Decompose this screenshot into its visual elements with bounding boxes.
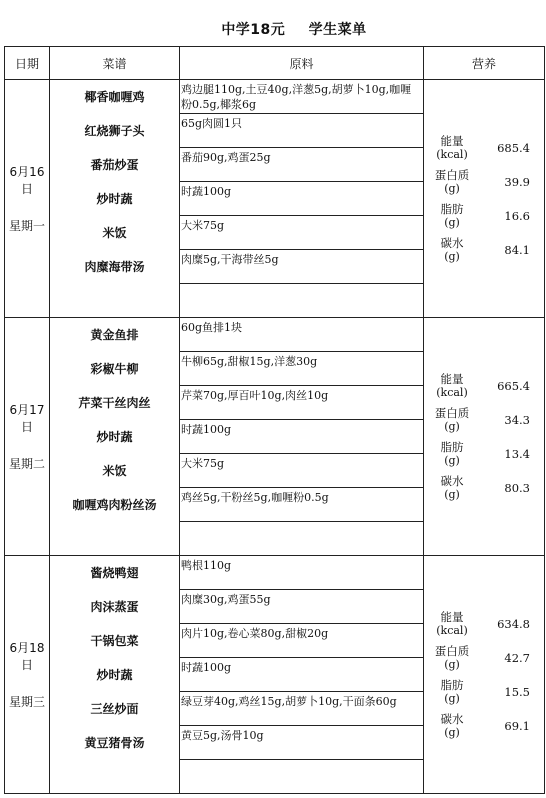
material-cell: 时蔬100g [180,182,424,216]
nutrition-row-energy [424,607,544,641]
nutrition-unit: (kcal) [436,385,468,399]
material-cell: 番茄90g,鸡蛋25g [180,148,424,182]
material-cell [180,760,424,794]
dish-cell: 肉糜海带汤 [50,250,180,284]
nutrition-unit: (g) [444,215,460,229]
nutrition-unit: (kcal) [436,623,468,637]
nutrition-unit: (g) [444,725,460,739]
dish-cell: 酱烧鸭翅 [50,556,180,590]
weekday-label: 星期二 [8,457,45,471]
nutrition-label-protein [424,168,480,196]
nutrition-unit: (kcal) [436,147,468,161]
dish-cell: 炒时蔬 [50,420,180,454]
nutrition-unit: (g) [444,453,460,467]
nutrition-label-carb [424,236,480,264]
material-cell: 大米75g [180,216,424,250]
nutrition-name: 碳水 [440,473,464,488]
nutrition-value-energy: 665.4 [497,378,530,393]
nutrition-value-energy: 634.8 [497,616,530,631]
dish-cell: 芹菜干丝肉丝 [50,386,180,420]
nutrition-name: 蛋白质 [434,405,470,420]
nutrition-value-fat: 13.4 [504,446,530,461]
nutrition-row-energy [424,369,544,403]
nutrition-label-energy [424,372,480,400]
nutrition-row-protein [424,403,544,437]
nutrition-row-fat [424,199,544,233]
material-cell: 大米75g [180,454,424,488]
nutrition-unit: (g) [444,181,460,195]
nutrition-value-protein: 42.7 [504,650,530,665]
dish-cell: 干锅包菜 [50,624,180,658]
nutrition-name: 碳水 [440,235,464,250]
nutrition-label-fat [424,202,480,230]
date-cell [5,80,50,318]
nutrition-row-fat [424,675,544,709]
material-cell: 黄豆5g,汤骨10g [180,726,424,760]
material-cell: 65g肉圆1只 [180,114,424,148]
nutrition-value-fat: 15.5 [504,684,530,699]
nutrition-value-fat: 16.6 [504,208,530,223]
material-cell: 肉糜5g,干海带丝5g [180,250,424,284]
dish-cell: 椰香咖喱鸡 [50,80,180,114]
dish-cell: 三丝炒面 [50,692,180,726]
material-cell [180,284,424,318]
weekday-label: 星期一 [8,219,45,233]
nutrition-label-protein [424,644,480,672]
nutrition-name: 能量 [440,133,464,148]
nutrition-label-carb [424,474,480,502]
dish-cell [50,522,180,556]
nutrition-cell [424,318,545,556]
nutrition-label-fat [424,440,480,468]
nutrition-row-protein [424,641,544,675]
nutrition-unit: (g) [444,419,460,433]
material-cell: 时蔬100g [180,420,424,454]
material-cell: 时蔬100g [180,658,424,692]
weekday-label: 星期三 [8,695,45,709]
material-cell: 牛柳65g,甜椒15g,洋葱30g [180,352,424,386]
nutrition-value-protein: 34.3 [504,412,530,427]
material-cell: 肉片10g,卷心菜80g,甜椒20g [180,624,424,658]
nutrition-value-carb: 69.1 [504,718,530,733]
dish-cell: 米饭 [50,216,180,250]
header-nutrition: 营养 [424,47,545,80]
nutrition-name: 蛋白质 [434,167,470,182]
nutrition-value-protein: 39.9 [504,174,530,189]
nutrition-cell [424,80,545,318]
dish-cell: 炒时蔬 [50,182,180,216]
nutrition-label-fat [424,678,480,706]
material-cell: 鸡边腿110g,土豆40g,洋葱5g,胡萝卜10g,咖喱粉0.5g,椰浆6g [180,80,424,114]
material-cell [180,522,424,556]
header-row [5,47,545,80]
nutrition-row-protein [424,165,544,199]
nutrition-cell [424,556,545,794]
nutrition-value-carb: 84.1 [504,242,530,257]
dish-cell: 黄金鱼排 [50,318,180,352]
date-label: 6月18日 [9,641,45,672]
nutrition-label-protein [424,406,480,434]
table-row [5,80,545,114]
nutrition-name: 碳水 [440,711,464,726]
nutrition-row-carb [424,471,544,505]
dish-cell: 彩椒牛柳 [50,352,180,386]
dish-cell [50,760,180,794]
date-cell [5,556,50,794]
material-cell: 绿豆芽40g,鸡丝15g,胡萝卜10g,干面条60g [180,692,424,726]
nutrition-row-fat [424,437,544,471]
date-cell [5,318,50,556]
dish-cell: 炒时蔬 [50,658,180,692]
nutrition-unit: (g) [444,487,460,501]
nutrition-label-carb [424,712,480,740]
nutrition-row-carb [424,233,544,267]
menu-body [5,80,545,794]
material-cell: 鸡丝5g,干粉丝5g,咖喱粉0.5g [180,488,424,522]
nutrition-row-carb [424,709,544,743]
dish-cell: 咖喱鸡肉粉丝汤 [50,488,180,522]
material-cell: 芹菜70g,厚百叶10g,肉丝10g [180,386,424,420]
header-dish: 菜谱 [50,47,180,80]
menu-title [0,19,546,39]
nutrition-name: 脂肪 [440,201,464,216]
dish-cell: 肉沫蒸蛋 [50,590,180,624]
nutrition-name: 蛋白质 [434,643,470,658]
nutrition-name: 能量 [440,371,464,386]
material-cell: 60g鱼排1块 [180,318,424,352]
nutrition-name: 脂肪 [440,677,464,692]
nutrition-value-carb: 80.3 [504,480,530,495]
dish-cell: 番茄炒蛋 [50,148,180,182]
dish-cell: 黄豆猪骨汤 [50,726,180,760]
dish-cell: 米饭 [50,454,180,488]
menu-title-sub: 学生菜单 [308,22,367,38]
menu-table [4,46,545,794]
nutrition-row-energy [424,131,544,165]
nutrition-unit: (g) [444,657,460,671]
nutrition-unit: (g) [444,249,460,263]
header-date: 日期 [5,47,50,80]
menu-title-main: 中学18元 [221,22,286,38]
table-row [5,556,545,590]
nutrition-label-energy [424,610,480,638]
nutrition-name: 脂肪 [440,439,464,454]
date-label: 6月16日 [9,165,45,196]
dish-cell [50,284,180,318]
nutrition-unit: (g) [444,691,460,705]
nutrition-value-energy: 685.4 [497,140,530,155]
material-cell: 肉糜30g,鸡蛋55g [180,590,424,624]
dish-cell: 红烧狮子头 [50,114,180,148]
nutrition-label-energy [424,134,480,162]
material-cell: 鸭根110g [180,556,424,590]
header-material: 原料 [180,47,424,80]
nutrition-name: 能量 [440,609,464,624]
date-label: 6月17日 [9,403,45,434]
table-row [5,318,545,352]
